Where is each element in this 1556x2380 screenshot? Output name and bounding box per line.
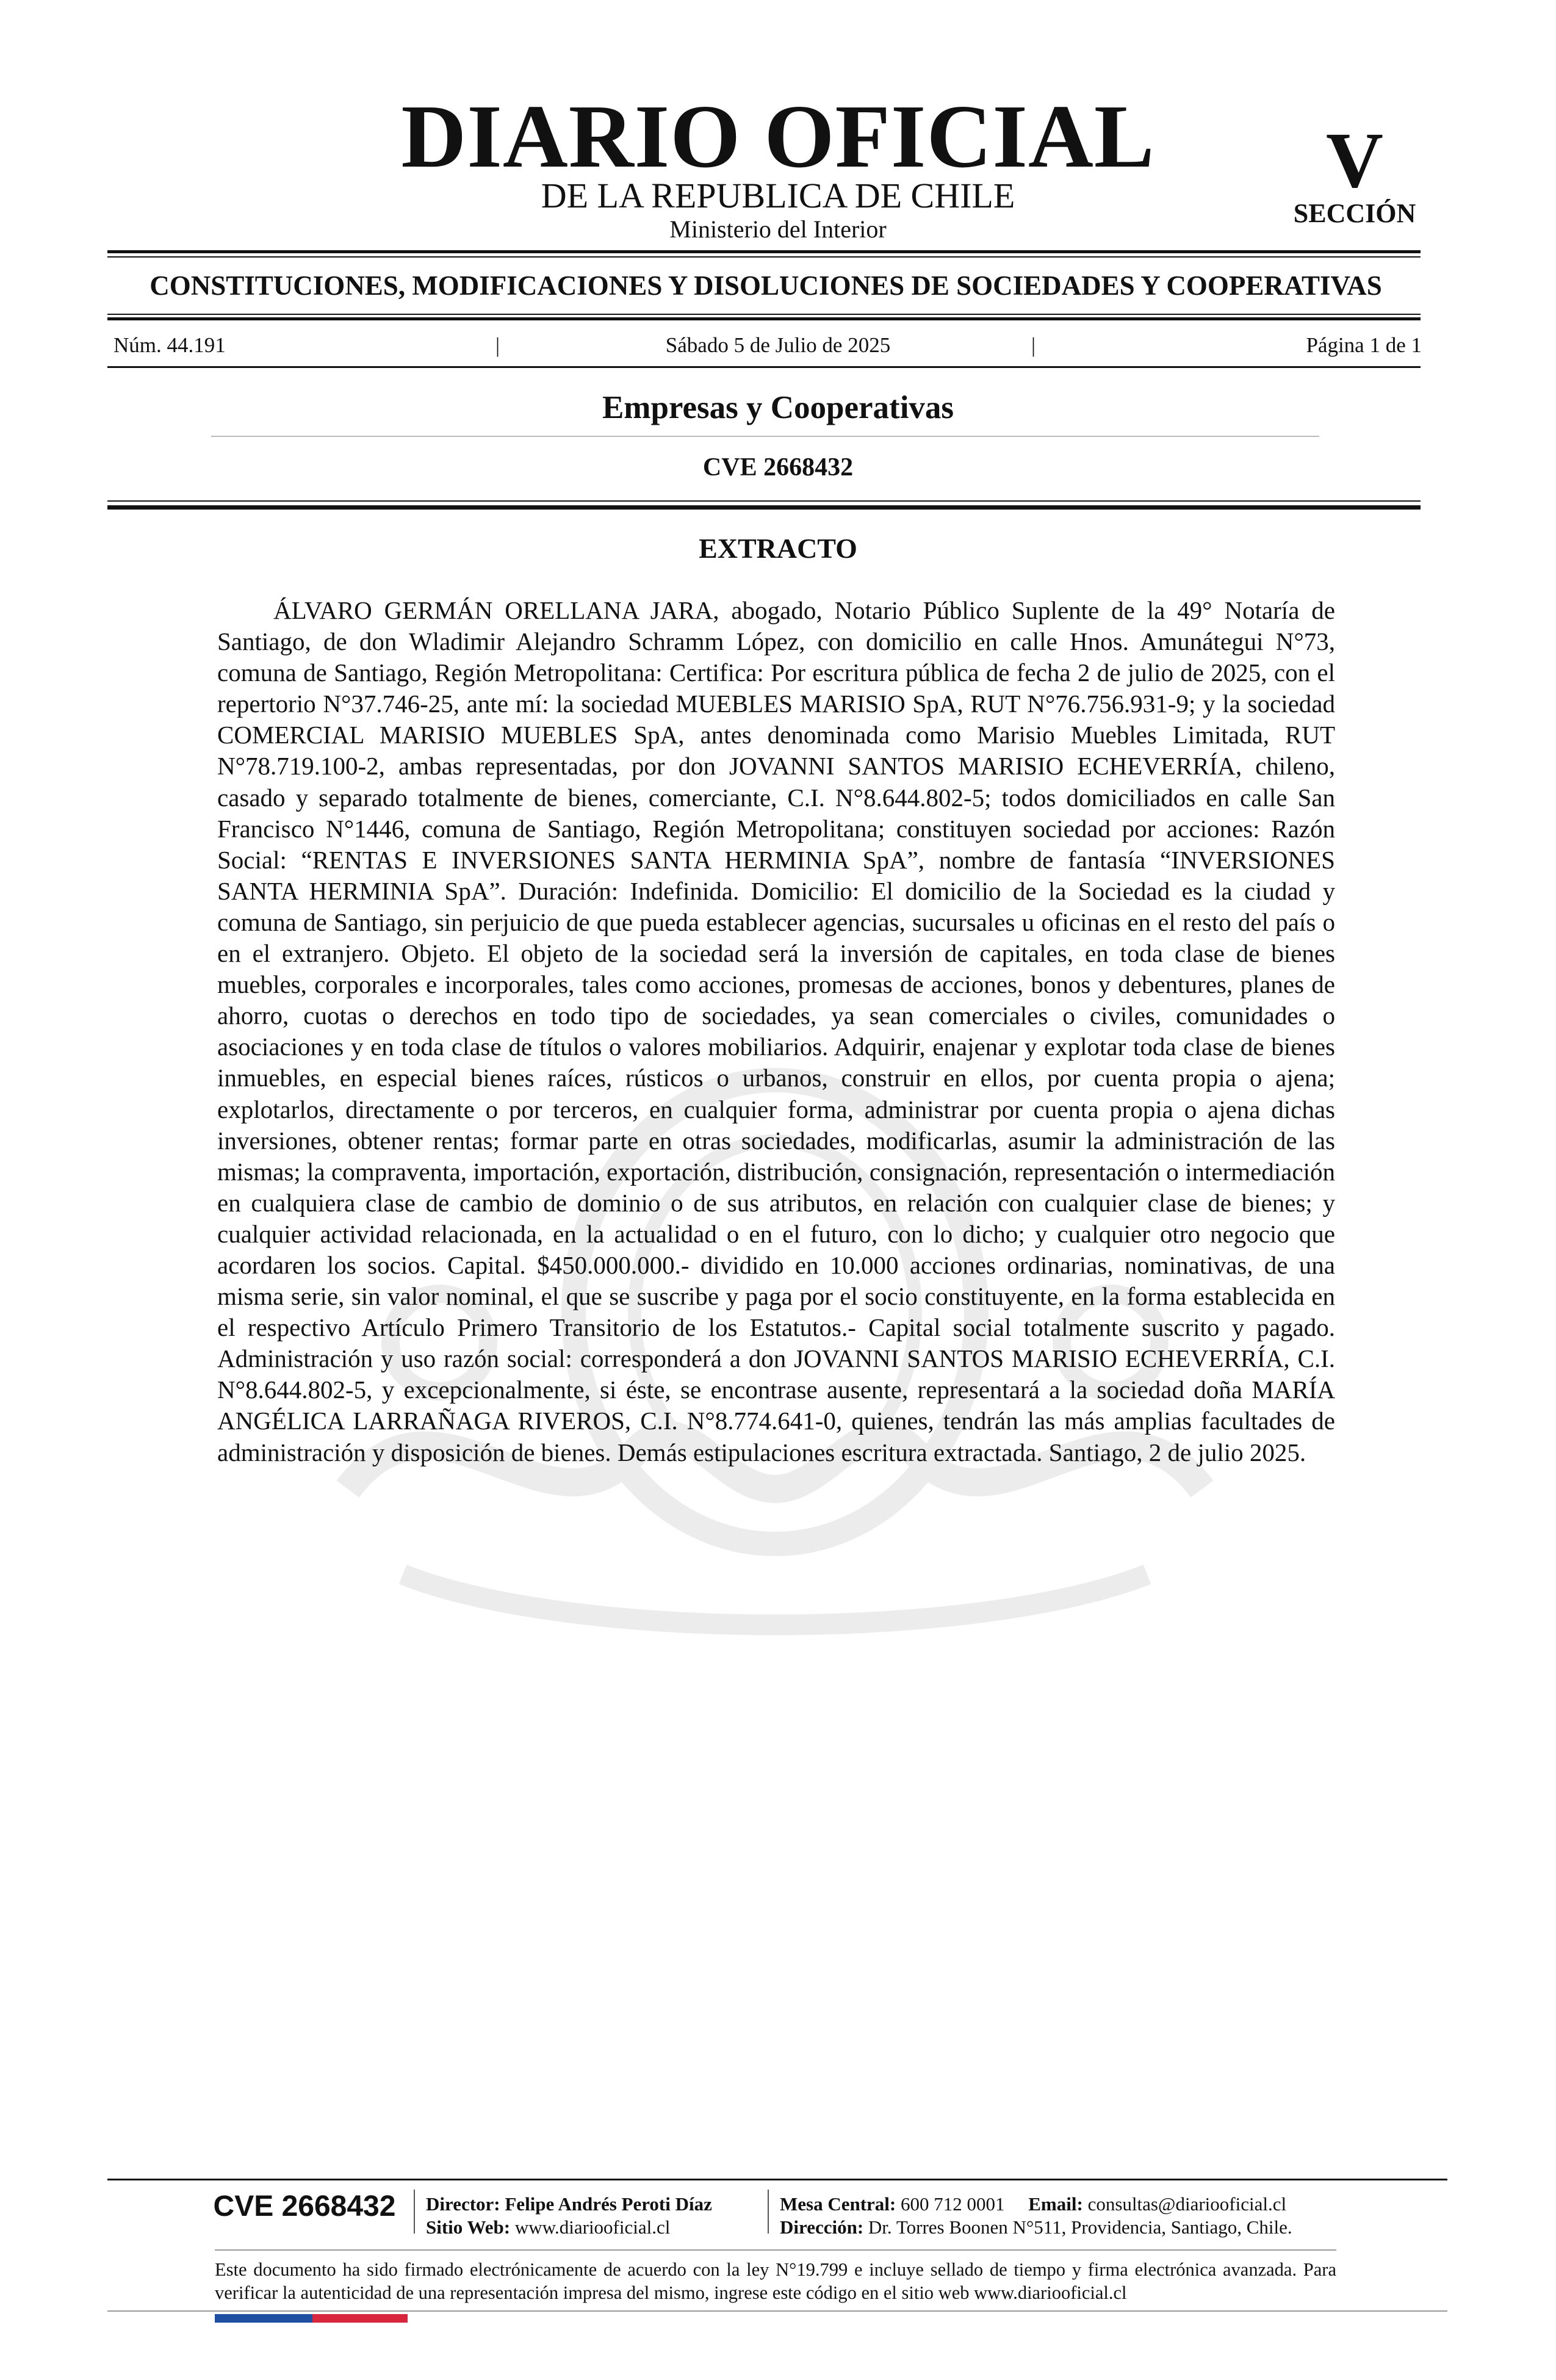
footer-bottom-rule <box>107 2310 1447 2312</box>
masthead-ministry: Ministerio del Interior <box>669 215 887 243</box>
flag-stripe-blue <box>215 2314 312 2323</box>
extract-body: ÁLVARO GERMÁN ORELLANA JARA, abogado, Notario Público Suplente de la 49° Notaría de Santiago, de don Wladimir Alejandro Schramm López, con domicilio en calle Hnos. Amunátegui N°73, comuna de Santiago, Región Metropolitana: Certifica: Por escritura pública de fecha 2 de julio de 2025, con el repertorio N°37.746-25, ante mí: la sociedad MUEBLES MARISIO SpA, RUT N°76.756.931-9; y la sociedad COMERCIAL MARISIO MUEBLES SpA, antes denominada como Marisio Muebles Limitada, RUT N°78.719.100-2, ambas representadas, por don JOVANNI SANTOS MARISIO ECHEVERRÍA, chileno, casado y separado totalmente de bienes, comerciante, C.I. N°8.644.802-5; todos domiciliados en calle San Francisco N°1446, comuna de Santiago, Región Metropolitana; constituyen sociedad por acciones: Razón Social: “RENTAS E INVERSIONES SANTA HERMINIA SpA”, nombre de fantasía “INVERSIONES SANTA HERMINIA SpA”. Duración: Indefinida. Domicilio: El domicilio de la Sociedad es la ciudad y comuna de Santiago, sin perjuicio de que pueda establecer agencias, sucursales u oficinas en el resto del país o en el extranjero. Objeto. El objeto de la sociedad será la inversión de capitales, en toda clase de bienes muebles, corporales e incorporales, tales como acciones, promesas de acciones, bonos y debentures, planes de ahorro, cuotas o derechos en todo tipo de sociedades, ya sean comerciales o civiles, comunidades o asociaciones y en toda clase de títulos o valores mobiliarios. Adquirir, enajenar y explotar toda clase de bienes inmuebles, en especial bienes raíces, rústicos o urbanos, construir en ellos, por cuenta propia o ajena; explotarlos, directamente o por terceros, en cualquier forma, administrar por cuenta propia o ajena dichas inversiones, obtener rentas; formar parte en otras sociedades, modificarlas, asumir la administración de las mismas; la compraventa, importación, exportación, distribución, consignación, representación o intermediación en cualquiera clase de cambio de dominio o de sus atributos, en relación con cualquier clase de bienes; y cualquier actividad relacionada, en la actualidad o en el futuro, con lo dicho; y cualquier otro negocio que acordaren los socios. Capital. $450.000.000.- dividido en 10.000 acciones ordinarias, nominativas, de una misma serie, sin valor nominal, el que se suscribe y paga por el socio constituyente, en la forma establecida en el respectivo Artículo Primero Transitorio de los Estatutos.- Capital social totalmente suscrito y pagado. Administración y uso razón social: corresponderá a don JOVANNI SANTOS MARISIO ECHEVERRÍA, C.I. N°8.644.802-5, y excepcionalmente, si éste, se encontrase ausente, representará a la sociedad doña MARÍA ANGÉLICA LARRAÑAGA RIVEROS, C.I. N°8.774.641-0, quienes, tendrán las más amplias facultades de administración y disposición de bienes. Demás estipulaciones escritura extractada. Santiago, 2 de julio 2025. <box>217 596 1335 1466</box>
extract-title: EXTRACTO <box>699 533 857 564</box>
footer-legal-note: Este documento ha sido firmado electrónicamente de acuerdo con la ley N°19.799 e incluye sellado de tiempo y firma electrónica avanzada. Para verificar la autenticidad de una representación impresa del mismo, ingrese este código en el sitio web www.diariooficial.cl <box>215 2259 1336 2303</box>
director-value: Felipe Andrés Peroti Díaz <box>505 2193 712 2215</box>
masthead-rule-thick <box>107 250 1421 253</box>
footer-director <box>426 2194 712 2213</box>
page-indicator: Página 1 de 1 <box>1306 333 1422 357</box>
masthead-title: DIARIO OFICIAL <box>401 87 1155 187</box>
section-title: CONSTITUCIONES, MODIFICACIONES Y DISOLUCIONES DE SOCIEDADES Y COOPERATIVAS <box>149 270 1382 301</box>
email-label: Email: <box>1028 2193 1083 2215</box>
phone-value: 600 712 0001 <box>901 2193 1005 2215</box>
section-numeral: V <box>1326 117 1383 204</box>
meta-separator: | <box>1031 333 1036 357</box>
category-divider <box>211 436 1319 437</box>
footer-contact <box>780 2194 1286 2213</box>
category-title: Empresas y Cooperativas <box>602 390 954 425</box>
header-bottom-rule-thin <box>107 500 1421 502</box>
section-rule-thin <box>107 314 1421 315</box>
footer-address <box>780 2218 1292 2237</box>
masthead-subtitle: DE LA REPUBLICA DE CHILE <box>541 176 1015 215</box>
address-value: Dr. Torres Boonen N°511, Providencia, Santiago, Chile. <box>868 2216 1292 2238</box>
issue-number: Núm. 44.191 <box>113 333 226 357</box>
meta-separator: | <box>495 333 500 357</box>
masthead-rule-thin <box>107 256 1421 258</box>
flag-stripe-red <box>312 2314 408 2323</box>
website-link[interactable]: www.diariooficial.cl <box>514 2216 671 2238</box>
section-rule-thick <box>107 317 1421 320</box>
footer-note-rule <box>215 2249 1336 2251</box>
website-label: Sitio Web: <box>426 2216 511 2238</box>
footer-website <box>426 2218 670 2237</box>
issue-date: Sábado 5 de Julio de 2025 <box>665 333 891 357</box>
footer-cve-code: CVE 2668432 <box>213 2190 396 2223</box>
address-label: Dirección: <box>780 2216 864 2238</box>
footer-rule <box>107 2179 1447 2180</box>
footer-divider <box>768 2190 769 2234</box>
section-label: SECCIÓN <box>1293 198 1416 228</box>
email-link[interactable]: consultas@diariooficial.cl <box>1087 2193 1287 2215</box>
header-bottom-rule-thick <box>107 505 1421 510</box>
cve-code: CVE 2668432 <box>702 453 854 481</box>
phone-label: Mesa Central: <box>780 2193 896 2215</box>
footer-divider <box>414 2190 415 2234</box>
director-label: Director: <box>426 2193 500 2215</box>
meta-rule <box>107 366 1421 368</box>
